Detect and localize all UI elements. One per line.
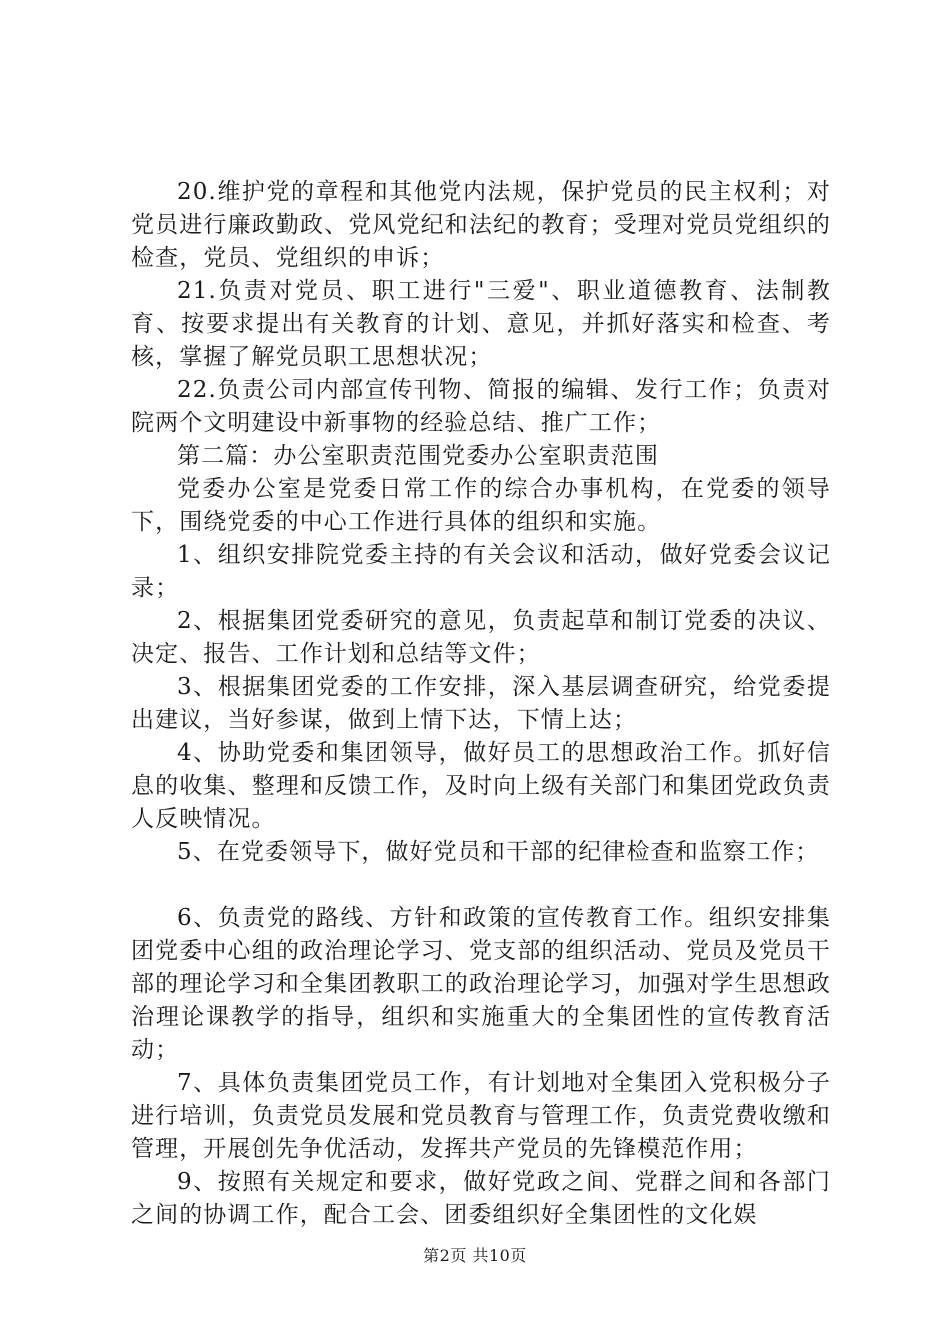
- paragraph-22: 22.负责公司内部宣传刊物、简报的编辑、发行工作；负责对院两个文明建设中新事物的经验总结、推广工作；: [131, 377, 831, 436]
- paragraph-intro: 党委办公室是党委日常工作的综合办事机构，在党委的领导下，围绕党委的中心工作进行具体的组织和实施。: [131, 476, 831, 535]
- paragraph-item-1: 1、组织安排院党委主持的有关会议和活动，做好党委会议记录；: [131, 542, 831, 601]
- paragraph-item-7: 7、具体负责集团党员工作，有计划地对全集团入党积极分子进行培训，负责党员发展和党员教育与管理工作，负责党费收缴和管理，开展创先争优活动，发挥共产党员的先锋模范作用；: [131, 1070, 831, 1162]
- paragraph-item-6: 6、负责党的路线、方针和政策的宣传教育工作。组织安排集团党委中心组的政治理论学习、党支部的组织活动、党员及党员干部的理论学习和全集团教职工的政治理论学习，加强对学生思想政治理论课教学的指导，组织和实施重大的全集团性的宣传教育活动；: [131, 905, 831, 1063]
- paragraph-item-9: 9、按照有关规定和要求，做好党政之间、党群之间和各部门之间的协调工作，配合工会、团委组织好全集团性的文化娱: [131, 1169, 831, 1228]
- paragraph-item-2: 2、根据集团党委研究的意见，负责起草和制订党委的决议、决定、报告、工作计划和总结等文件；: [131, 608, 831, 667]
- page-number-label: 第2页 共10页: [423, 1246, 527, 1265]
- paragraph-item-5: 5、在党委领导下，做好党员和干部的纪律检查和监察工作；: [177, 839, 820, 865]
- document-body: [131, 176, 831, 1232]
- paragraph-20: 20.维护党的章程和其他党内法规，保护党员的民主权利；对党员进行廉政勤政、党风党纪和法纪的教育；受理对党员党组织的检查，党员、党组织的申诉；: [131, 179, 831, 271]
- section-heading: 第二篇：办公室职责范围党委办公室职责范围: [177, 443, 659, 469]
- page-footer: [0, 1243, 950, 1266]
- paragraph-item-4: 4、协助党委和集团领导，做好员工的思想政治工作。抓好信息的收集、整理和反馈工作，及时向上级有关部门和集团党政负责人反映情况。: [131, 740, 831, 832]
- paragraph-21: 21.负责对党员、职工进行"三爱"、职业道德教育、法制教育、按要求提出有关教育的计划、意见，并抓好落实和检查、考核，掌握了解党员职工思想状况；: [131, 278, 831, 370]
- paragraph-item-3: 3、根据集团党委的工作安排，深入基层调查研究，给党委提出建议，当好参谋，做到上情下达，下情上达；: [131, 674, 831, 733]
